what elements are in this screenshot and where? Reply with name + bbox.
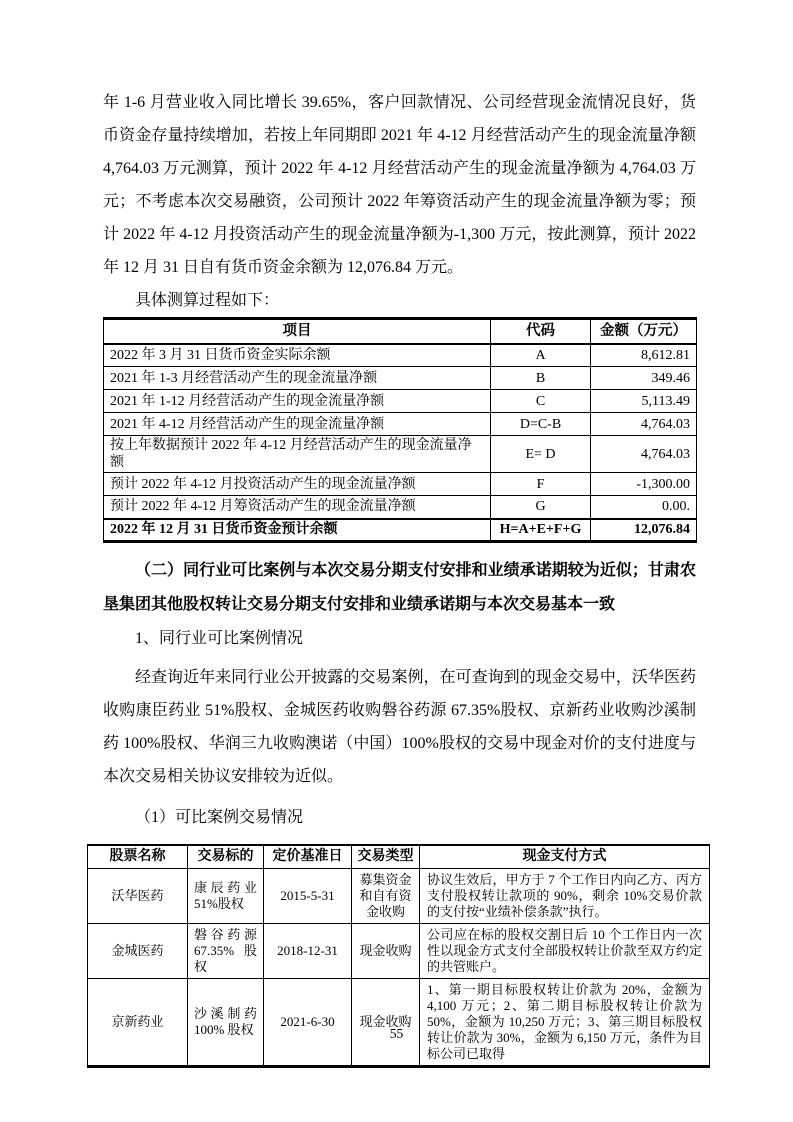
cell-item: 2022 年 3 月 31 日货币资金实际余额 (104, 344, 491, 367)
cell-item: 预计 2022 年 4-12 月投资活动产生的现金流量净额 (104, 473, 491, 496)
cell-code: H=A+E+F+G (491, 519, 591, 542)
cell-code: C (491, 390, 591, 413)
table-row (104, 367, 697, 390)
cell-item: 预计 2022 年 4-12 月筹资活动产生的现金流量净额 (104, 496, 491, 519)
cell-payment-method: 1、第一期目标股权转让价款为 20%，金额为 4,100 万元；2、第二期目标股权转让价款为 50%，金额为 10,250 万元；3、第三期目标股权转让价款为 30%，金额为 6,150 万元，条件为目标公司已取得 (420, 978, 710, 1066)
subsection-heading-1: 1、同行业可比案例情况 (135, 630, 304, 647)
cell-amount: 12,076.84 (591, 519, 697, 542)
cell-item: 2021 年 4-12 月经营活动产生的现金流量净额 (104, 413, 491, 436)
cell-target: 磐谷药源 67.35% 股权 (188, 923, 264, 978)
header-payment-method: 现金支付方式 (420, 845, 710, 868)
cash-forecast-table (103, 317, 697, 543)
header-amount: 金额（万元） (591, 319, 697, 344)
table-row (104, 413, 697, 436)
cell-code: A (491, 344, 591, 367)
table-total-row (104, 519, 697, 542)
table-header-row (104, 319, 697, 344)
cell-code: B (491, 367, 591, 390)
cell-deal-type: 现金收购 (352, 923, 420, 978)
cell-amount: -1,300.00 (591, 473, 697, 496)
cell-stock-name: 沃华医药 (88, 868, 188, 923)
table-row (104, 390, 697, 413)
table-row (88, 868, 710, 923)
paragraph-cashflow-forecast: 年 1-6 月营业收入同比增长 39.65%，客户回款情况、公司经营现金流情况良好，货币资金存量持续增加，若按上年同期即 2021 年 4-12 月经营活动产生的现金流量净额 4,764.03 万元测算，预计 2022 年 4-12 月经营活动产生的现金流量净额为 4,764.03 万元；不考虑本次交易融资，公司预计 2022 年筹资活动产生的现金流量净额为零；预计 2022 年 4-12 月投资活动产生的现金流量净额为-1,300 万元，按此测算，预计 2022 年 12 月 31 日自有货币资金余额为 12,076.84 万元。 (103, 94, 696, 276)
cell-amount: 349.46 (591, 367, 697, 390)
table-row (104, 344, 697, 367)
cell-payment-method: 协议生效后，甲方于 7 个工作日内向乙方、丙方支付股权转让款项的 90%，剩余 10%交易价款的支付按“业绩补偿条款”执行。 (420, 868, 710, 923)
cell-item: 按上年数据预计 2022 年 4-12 月经营活动产生的现金流量净额 (104, 436, 491, 473)
cell-amount: 0.00. (591, 496, 697, 519)
header-stock-name: 股票名称 (88, 845, 188, 868)
header-pricing-date: 定价基准日 (264, 845, 352, 868)
cell-pricing-date: 2018-12-31 (264, 923, 352, 978)
cell-amount: 8,612.81 (591, 344, 697, 367)
paragraph-calc-intro: 具体测算过程如下： (135, 292, 280, 309)
cell-payment-method: 公司应在标的股权交割日后 10 个工作日内一次性以现金方式支付全部股权转让价款至双方约定的共管账户。 (420, 923, 710, 978)
header-item: 项目 (104, 319, 491, 344)
cell-amount: 4,764.03 (591, 436, 697, 473)
cell-deal-type: 募集资金和自有资金收购 (352, 868, 420, 923)
header-code: 代码 (491, 319, 591, 344)
header-target: 交易标的 (188, 845, 264, 868)
subsection-heading-case-table: （1）可比案例交易情况 (135, 809, 304, 826)
section-heading-2: （二）同行业可比案例与本次交易分期支付安排和业绩承诺期较为近似；甘肃农垦集团其他股权转让交易分期支付安排和业绩承诺期与本次交易基本一致 (103, 562, 696, 613)
header-deal-type: 交易类型 (352, 845, 420, 868)
cell-target: 沙溪制药 100% 股权 (188, 978, 264, 1066)
cell-item: 2021 年 1-3 月经营活动产生的现金流量净额 (104, 367, 491, 390)
cell-code: D=C-B (491, 413, 591, 436)
cell-item: 2022 年 12 月 31 日货币资金预计余额 (104, 519, 491, 542)
cell-code: F (491, 473, 591, 496)
cell-amount: 4,764.03 (591, 413, 697, 436)
cell-item: 2021 年 1-12 月经营活动产生的现金流量净额 (104, 390, 491, 413)
cell-code: E= D (491, 436, 591, 473)
table-row (88, 978, 710, 1066)
cell-target: 康辰药业 51%股权 (188, 868, 264, 923)
cell-amount: 5,113.49 (591, 390, 697, 413)
cell-code: G (491, 496, 591, 519)
table-row (104, 473, 697, 496)
cell-deal-type: 现金收购 (352, 978, 420, 1066)
paragraph-comparable-cases: 经查询近年来同行业公开披露的交易案例，在可查询到的现金交易中，沃华医药收购康臣药业 51%股权、金城医药收购磐谷药源 67.35%股权、京新药业收购沙溪制药 100%股权、华润三九收购澳诺（中国）100%股权的交易中现金对价的支付进度与本次交易相关协议安排较为近似。 (103, 669, 696, 785)
cell-stock-name: 京新药业 (88, 978, 188, 1066)
page-number: 55 (389, 1026, 404, 1041)
cell-pricing-date: 2021-6-30 (264, 978, 352, 1066)
cell-stock-name: 金城医药 (88, 923, 188, 978)
table-header-row (88, 845, 710, 868)
cell-pricing-date: 2015-5-31 (264, 868, 352, 923)
table-row (104, 496, 697, 519)
table-row (104, 436, 697, 473)
table-row (88, 923, 710, 978)
page-content (103, 86, 702, 1068)
